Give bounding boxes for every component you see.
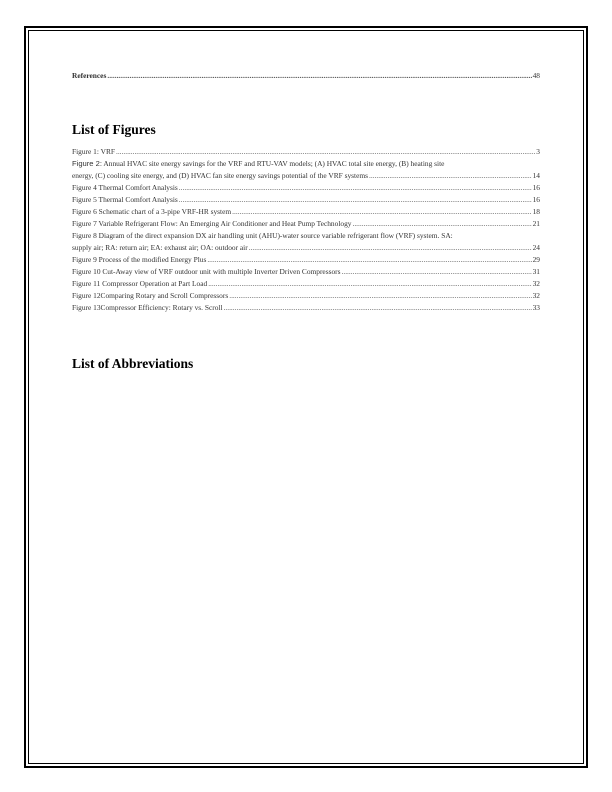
figure-entry-page: 3: [536, 147, 540, 156]
figure-entry-line1: [72, 158, 540, 170]
figure-entry-page: 32: [532, 279, 540, 288]
toc-leader-dots: [179, 182, 532, 194]
toc-leader-dots: [116, 146, 535, 158]
figure-entry-page: 33: [532, 303, 540, 312]
figure-entry-label: Figure 7 Variable Refrigerant Flow: An Emerging Air Conditioner and Heat Pump Technology: [72, 219, 352, 228]
figure-entry-label: Figure 1: VRF: [72, 147, 115, 156]
figure-entry-label: Figure 5 Thermal Comfort Analysis: [72, 195, 178, 204]
figure-entry-2[interactable]: [72, 158, 540, 182]
figure-entry-page: 21: [532, 219, 540, 228]
figure-entry-label: Figure 9 Process of the modified Energy Plus: [72, 255, 207, 264]
figure-entry-4[interactable]: [72, 182, 540, 194]
figure-entry-label: Figure 12Comparing Rotary and Scroll Compressors: [72, 291, 229, 300]
figure-entry-line1: Figure 8 Diagram of the direct expansion DX air handling unit (AHU)-water source variable refrigerant flow (VRF) system. SA:: [72, 231, 453, 240]
figure-list: [72, 146, 540, 314]
toc-entry-page: 48: [532, 71, 540, 80]
toc-leader-dots: [232, 206, 531, 218]
figure-entry-5[interactable]: [72, 194, 540, 206]
figure-entry-page: 32: [532, 291, 540, 300]
figure-entry-page: 29: [532, 255, 540, 264]
figure-entry-label: Figure 11 Compressor Operation at Part Load: [72, 279, 208, 288]
figure-entry-label: energy, (C) cooling site energy, and (D) HVAC fan site energy savings potential of the VRF systems: [72, 171, 368, 180]
figure-entry-page: 16: [532, 195, 540, 204]
toc-entry-references[interactable]: [72, 70, 540, 82]
figure-entry-1[interactable]: [72, 146, 540, 158]
figure-entry-label: Figure 6 Schematic chart of a 3-pipe VRF-HR system: [72, 207, 232, 216]
figure-entry-page: 31: [532, 267, 540, 276]
figure-entry-13[interactable]: [72, 302, 540, 314]
figure-entry-label: supply air; RA: return air; EA: exhaust air; OA: outdoor air: [72, 243, 248, 252]
list-of-abbreviations-heading: List of Abbreviations: [72, 356, 194, 371]
figure-entry-line2: [72, 242, 540, 254]
figure-entry-text: Annual HVAC site energy savings for the VRF and RTU-VAV models; (A) HVAC total site energy, (B) heating site: [101, 159, 445, 168]
toc-leader-dots: [229, 290, 531, 302]
toc-leader-dots: [208, 278, 531, 290]
figure-entry-line2: [72, 170, 540, 182]
toc-leader-dots: [352, 218, 531, 230]
figure-entry-10[interactable]: [72, 266, 540, 278]
figure-entry-page: 14: [532, 171, 540, 180]
toc-leader-dots: [224, 302, 532, 314]
toc-leader-dots: [207, 254, 531, 266]
figure-entry-12[interactable]: [72, 290, 540, 302]
figure-entry-label: Figure 10 Cut-Away view of VRF outdoor unit with multiple Inverter Driven Compressors: [72, 267, 341, 276]
figure-entry-8[interactable]: [72, 230, 540, 254]
toc-leader-dots: [369, 170, 532, 182]
toc-leader-dots: [179, 194, 532, 206]
figure-entry-label: Figure 4 Thermal Comfort Analysis: [72, 183, 178, 192]
document-content: [72, 70, 540, 372]
figure-entry-9[interactable]: [72, 254, 540, 266]
toc-leader-dots: [107, 70, 531, 82]
figure-entry-prefix: Figure 2:: [72, 159, 102, 168]
figure-entry-11[interactable]: [72, 278, 540, 290]
toc-entry-label: References: [72, 71, 107, 80]
figure-entry-7[interactable]: [72, 218, 540, 230]
figure-entry-label: Figure 13Compressor Efficiency: Rotary vs. Scroll: [72, 303, 223, 312]
figure-entry-page: 16: [532, 183, 540, 192]
figure-entry-page: 18: [532, 207, 540, 216]
figure-entry-page: 24: [532, 243, 540, 252]
toc-leader-dots: [249, 242, 532, 254]
toc-leader-dots: [342, 266, 532, 278]
list-of-figures-heading: List of Figures: [72, 122, 156, 137]
figure-entry-6[interactable]: [72, 206, 540, 218]
